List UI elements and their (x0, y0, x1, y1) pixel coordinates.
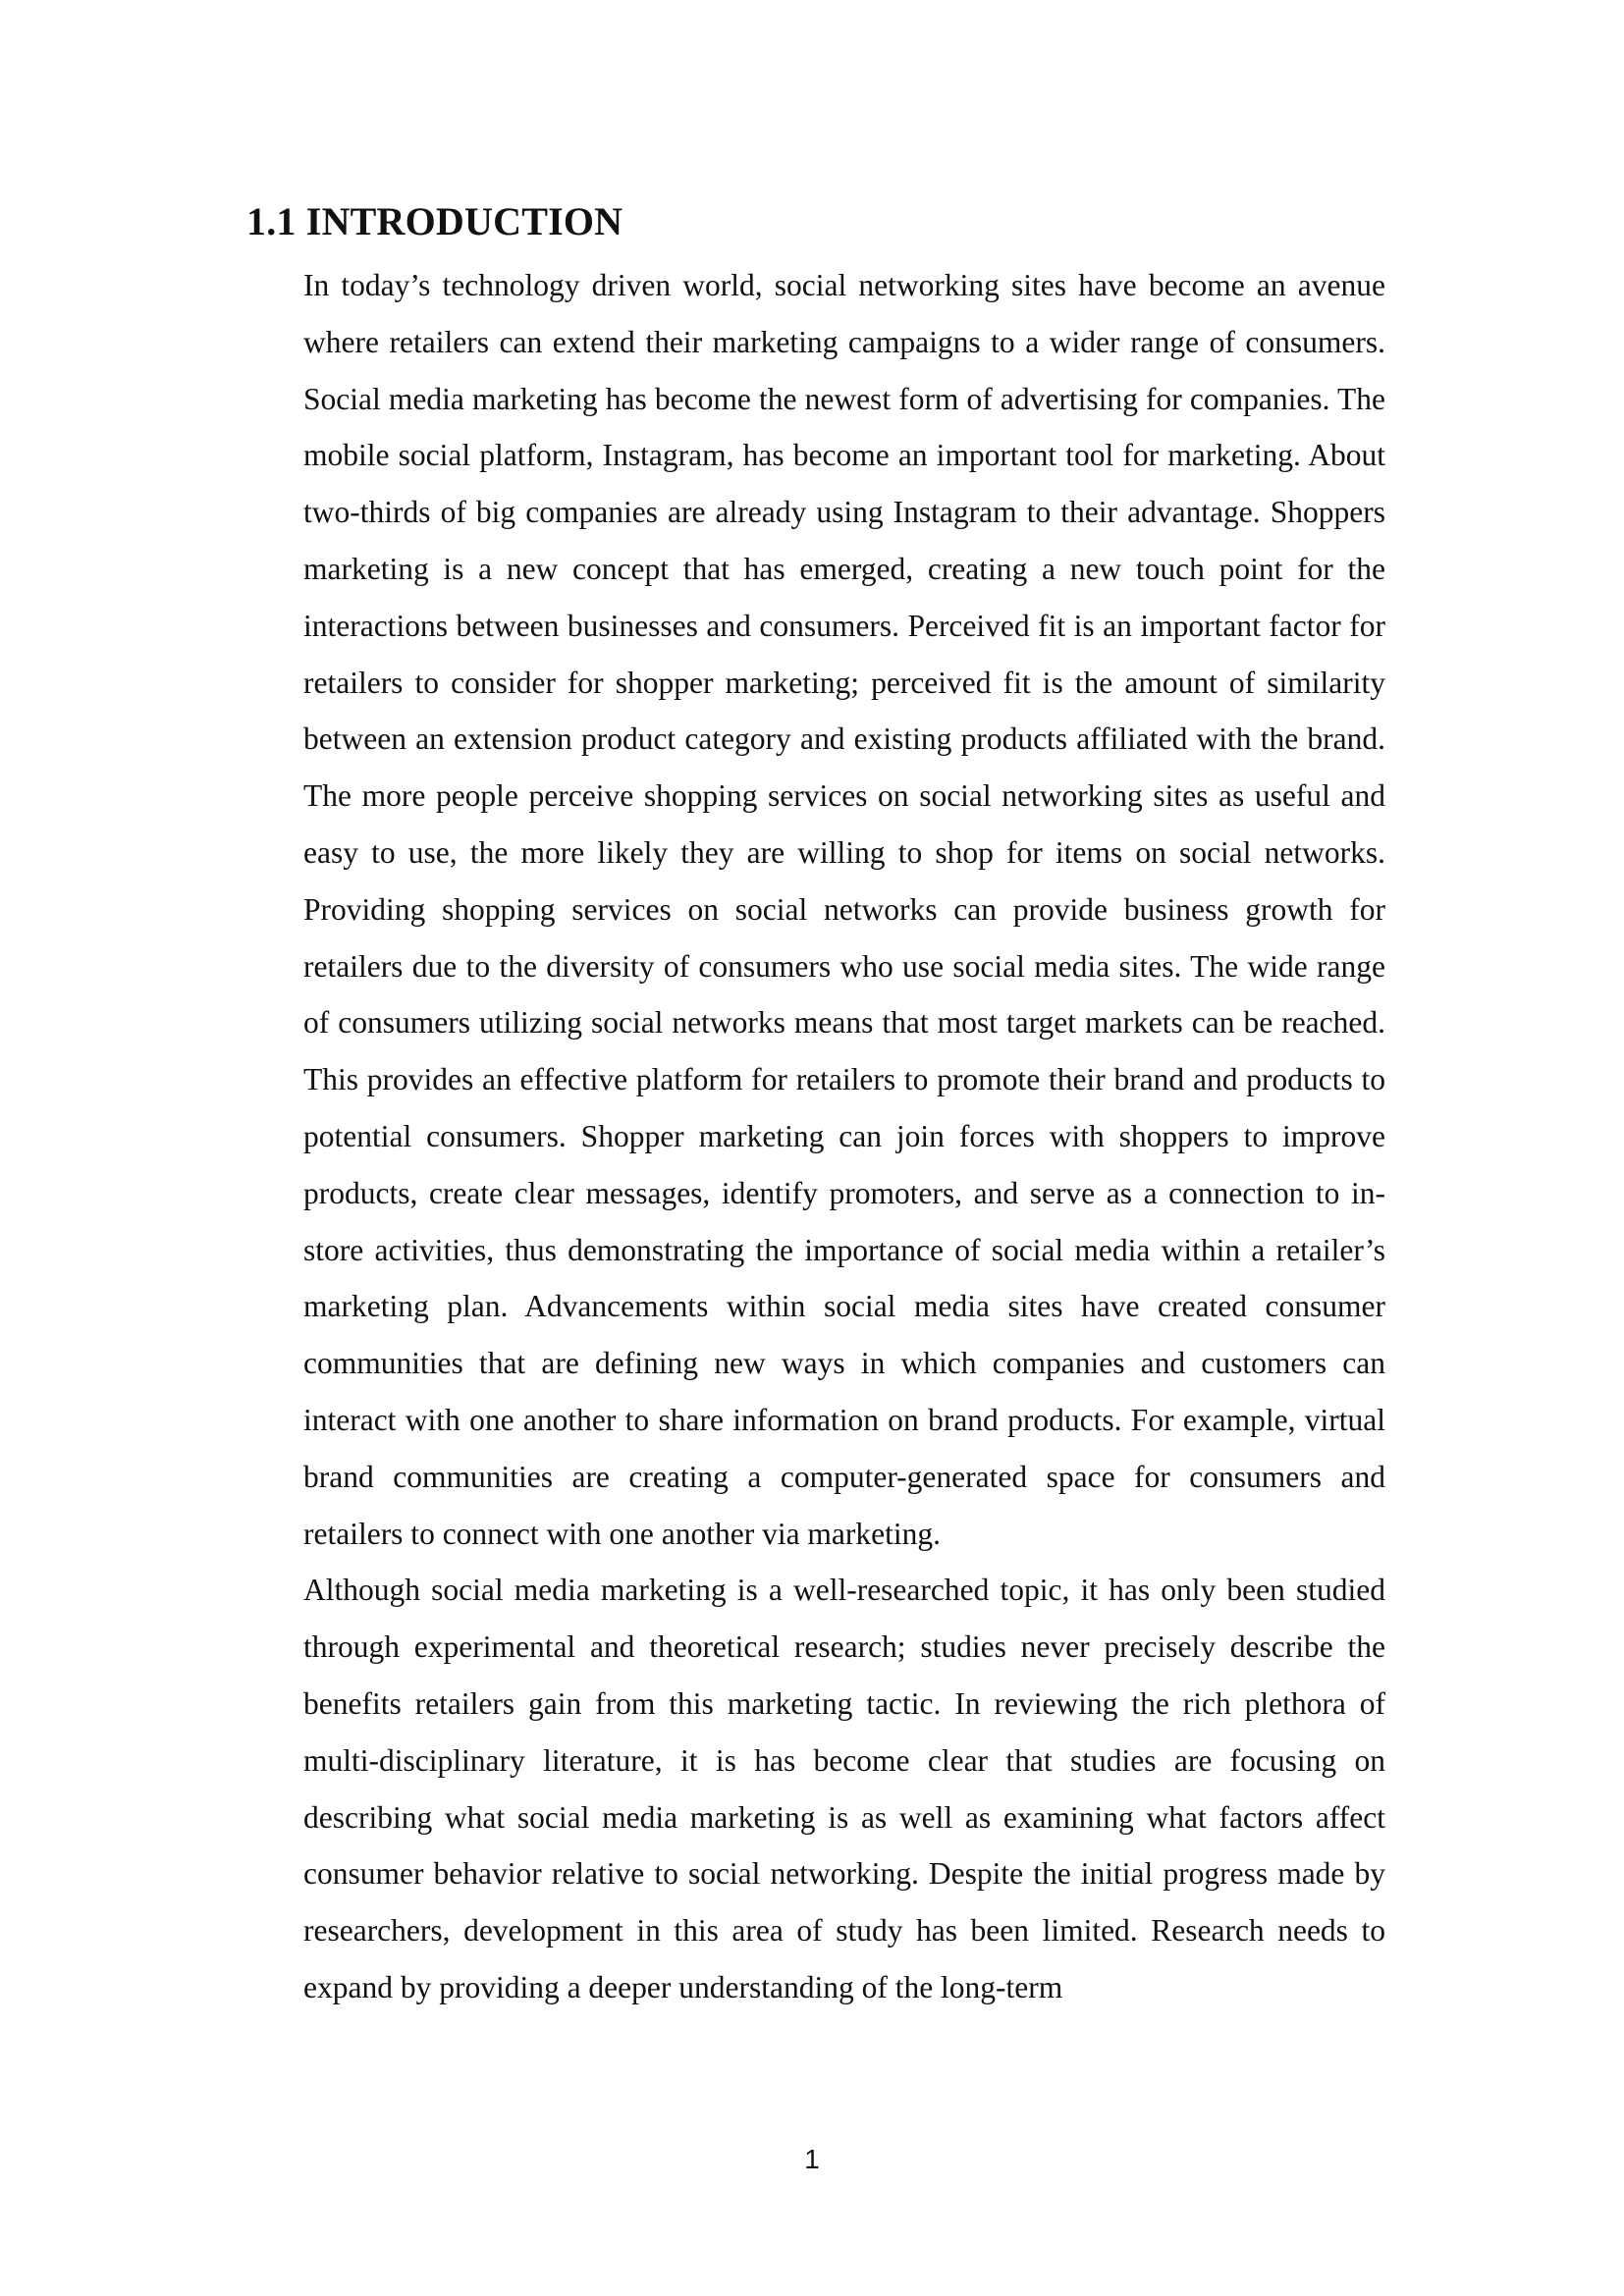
paragraph-1: In today’s technology driven world, social networking sites have become an avenue where retailers can extend their marketing campaigns to a wider range of consumers. Social media marketing has become the newest form of advertising for companies. The mobile social platform, Instagram, has become an important tool for marketing. About two-thirds of big companies are already using Instagram to their advantage. Shoppers marketing is a new concept that has emerged, creating a new touch point for the interactions between businesses and consumers. Perceived fit is an important factor for retailers to consider for shopper marketing; perceived fit is the amount of similarity between an extension product category and existing products affiliated with the brand. The more people perceive shopping services on social networking sites as useful and easy to use, the more likely they are willing to shop for items on social networks. Providing shopping services on social networks can provide business growth for retailers due to the diversity of consumers who use social media sites. The wide range of consumers utilizing social networks means that most target markets can be reached. This provides an effective platform for retailers to promote their brand and products to potential consumers. Shopper marketing can join forces with shoppers to improve products, create clear messages, identify promoters, and serve as a connection to in-store activities, thus demonstrating the importance of social media within a retailer’s marketing plan. Advancements within social media sites have created consumer communities that are defining new ways in which companies and customers can interact with one another to share information on brand products. For example, virtual brand communities are creating a computer-generated space for consumers and retailers to connect with one another via marketing. (303, 268, 1385, 1551)
section-heading: 1.1 INTRODUCTION (246, 199, 623, 243)
body-text (303, 257, 1385, 2016)
page-number: 1 (804, 2144, 820, 2174)
paragraph-2: Although social media marketing is a well-researched topic, it has only been studied through experimental and theoretical research; studies never precisely describe the benefits retailers gain from this marketing tactic. In reviewing the rich plethora of multi-disciplinary literature, it is has become clear that studies are focusing on describing what social media marketing is as well as examining what factors affect consumer behavior relative to social networking. Despite the initial progress made by researchers, development in this area of study has been limited. Research needs to expand by providing a deeper understanding of the long-term (303, 1573, 1385, 2004)
